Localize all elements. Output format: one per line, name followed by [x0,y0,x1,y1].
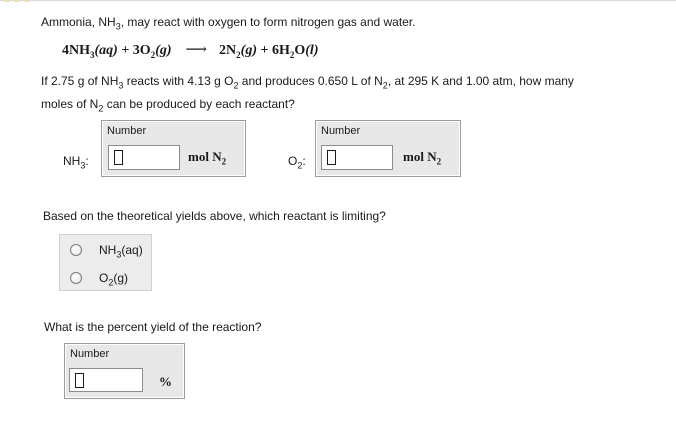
limiting-prompt: Based on the theoretical yields above, which reactant is limiting? [43,209,386,223]
nh3-row-label: $NH_3$: [63,154,89,171]
o2-row-label: $O_2$: [288,154,306,171]
percent-number-label: Number [70,348,110,360]
o2-answer-panel [315,120,461,177]
option-nh3-label: $NH_3(aq)$ [99,243,143,260]
nh3-number-input[interactable] [108,145,180,170]
percent-prompt: What is the percent yield of the reaction? [44,320,262,334]
radio-o2[interactable] [70,272,82,284]
radio-nh3[interactable] [70,244,82,256]
limiting-options [59,234,152,291]
chemical-equation: $4NH_3(aq) + 3O_2(g)$ ⟶ $2N_2(g) + 6H_2O(l)$ [62,42,319,60]
top-border [0,0,676,1]
nh3-number-label: Number [107,125,147,137]
nh3-answer-panel [101,120,246,177]
reaction-arrow-icon: ⟶ [185,42,208,58]
problem-statement: If 2.75 g of $NH_3$ reacts with 4.13 g $O_2$ and produces 0.650 L of $N_2$, at 295 K and 1.00 atm, how many moles of $N_2$ can be produced by each reactant? [41,74,574,114]
o2-unit: mol $N_2$ [403,149,442,167]
o2-number-input[interactable] [321,145,393,170]
percent-answer-panel [64,343,185,399]
question-intro: Ammonia, $NH_3$, may react with oxygen to form nitrogen gas and water. [41,15,416,32]
option-o2[interactable] [68,269,150,287]
option-o2-label: $O_2(g)$ [99,271,129,288]
top-marks [0,0,40,3]
nh3-unit: mol $N_2$ [188,149,227,167]
option-nh3[interactable] [68,241,150,259]
percent-number-input[interactable] [69,368,143,392]
percent-unit: % [159,374,172,389]
o2-number-label: Number [321,125,361,137]
